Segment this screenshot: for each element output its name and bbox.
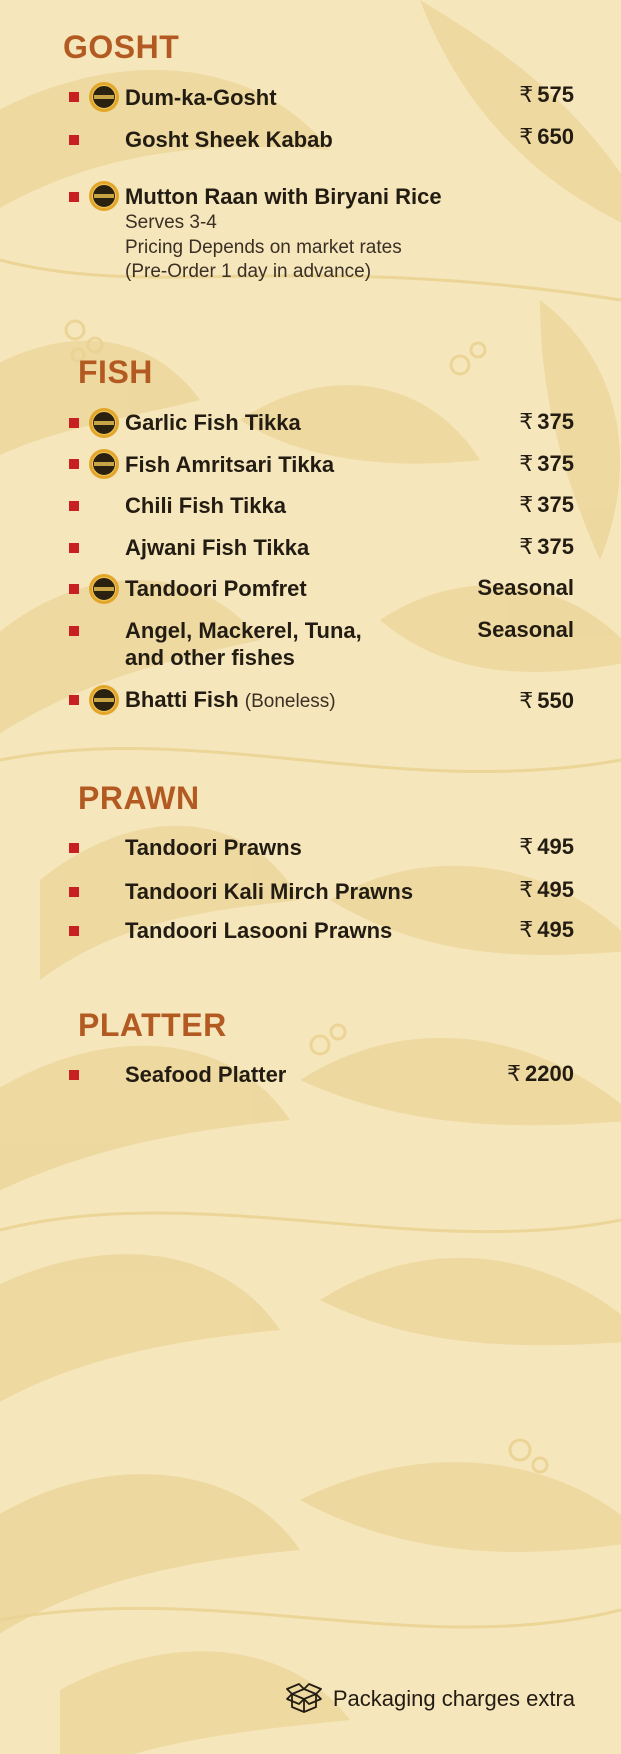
- item-price: ₹ 550: [519, 688, 574, 713]
- packaging-note: [285, 1683, 575, 1715]
- item-price: ₹ 495: [519, 877, 574, 902]
- item-detail: Pricing Depends on market rates: [125, 237, 402, 258]
- bullet-icon: [69, 695, 79, 705]
- recommended-seal-icon: [88, 407, 120, 439]
- bullet-icon: [69, 459, 79, 469]
- bullet-icon: [69, 135, 79, 145]
- section-title-platter: PLATTER: [78, 1007, 227, 1043]
- item-name: Tandoori Lasooni Prawns: [125, 918, 393, 943]
- section-title-fish: FISH: [78, 354, 153, 390]
- recommended-seal-icon: [88, 448, 120, 480]
- bullet-icon: [69, 887, 79, 897]
- item-name: Seafood Platter: [125, 1062, 287, 1087]
- recommended-seal-icon: [88, 684, 120, 716]
- item-price: ₹ 375: [519, 409, 574, 434]
- bullet-icon: [69, 501, 79, 511]
- bullet-icon: [69, 626, 79, 636]
- item-name: Chili Fish Tikka: [125, 493, 286, 518]
- item-price: ₹ 375: [519, 451, 574, 476]
- section-title-gosht: GOSHT: [63, 29, 180, 65]
- item-note: (Boneless): [244, 691, 336, 712]
- section-title-prawn: PRAWN: [78, 780, 200, 816]
- item-name: Garlic Fish Tikka: [125, 410, 301, 435]
- item-detail: (Pre-Order 1 day in advance): [125, 261, 372, 282]
- item-price: ₹ 2200: [507, 1061, 574, 1086]
- item-name: Fish Amritsari Tikka: [125, 452, 335, 477]
- item-name-line: Angel, Mackerel, Tuna,: [125, 618, 362, 643]
- bullet-icon: [69, 92, 79, 102]
- item-price: ₹ 650: [519, 124, 574, 149]
- item-name: Tandoori Pomfret: [125, 576, 307, 601]
- item-detail: Serves 3-4: [125, 212, 217, 233]
- item-price: ₹ 575: [519, 82, 574, 107]
- item-name: Bhatti Fish (Boneless): [125, 687, 336, 712]
- item-name: Ajwani Fish Tikka: [125, 535, 310, 560]
- bullet-icon: [69, 926, 79, 936]
- package-box-icon: [285, 1683, 323, 1715]
- item-price: Seasonal: [477, 575, 574, 600]
- item-price: ₹ 375: [519, 492, 574, 517]
- bullet-icon: [69, 1070, 79, 1080]
- bullet-icon: [69, 584, 79, 594]
- item-name: Dum-ka-Gosht: [125, 85, 277, 110]
- item-price: ₹ 375: [519, 534, 574, 559]
- item-name: Tandoori Kali Mirch Prawns: [125, 879, 414, 904]
- recommended-seal-icon: [88, 180, 120, 212]
- item-price: ₹ 495: [519, 834, 574, 859]
- item-name-line: and other fishes: [125, 645, 295, 670]
- bullet-icon: [69, 843, 79, 853]
- item-price: ₹ 495: [519, 917, 574, 942]
- bullet-icon: [69, 192, 79, 202]
- item-name: Mutton Raan with Biryani Rice: [125, 184, 442, 209]
- item-name: Gosht Sheek Kabab: [125, 127, 333, 152]
- bullet-icon: [69, 418, 79, 428]
- item-name: Tandoori Prawns: [125, 835, 302, 860]
- recommended-seal-icon: [88, 81, 120, 113]
- bullet-icon: [69, 543, 79, 553]
- item-price: Seasonal: [477, 617, 574, 642]
- footer-text: Packaging charges extra: [332, 1686, 575, 1711]
- recommended-seal-icon: [88, 573, 120, 605]
